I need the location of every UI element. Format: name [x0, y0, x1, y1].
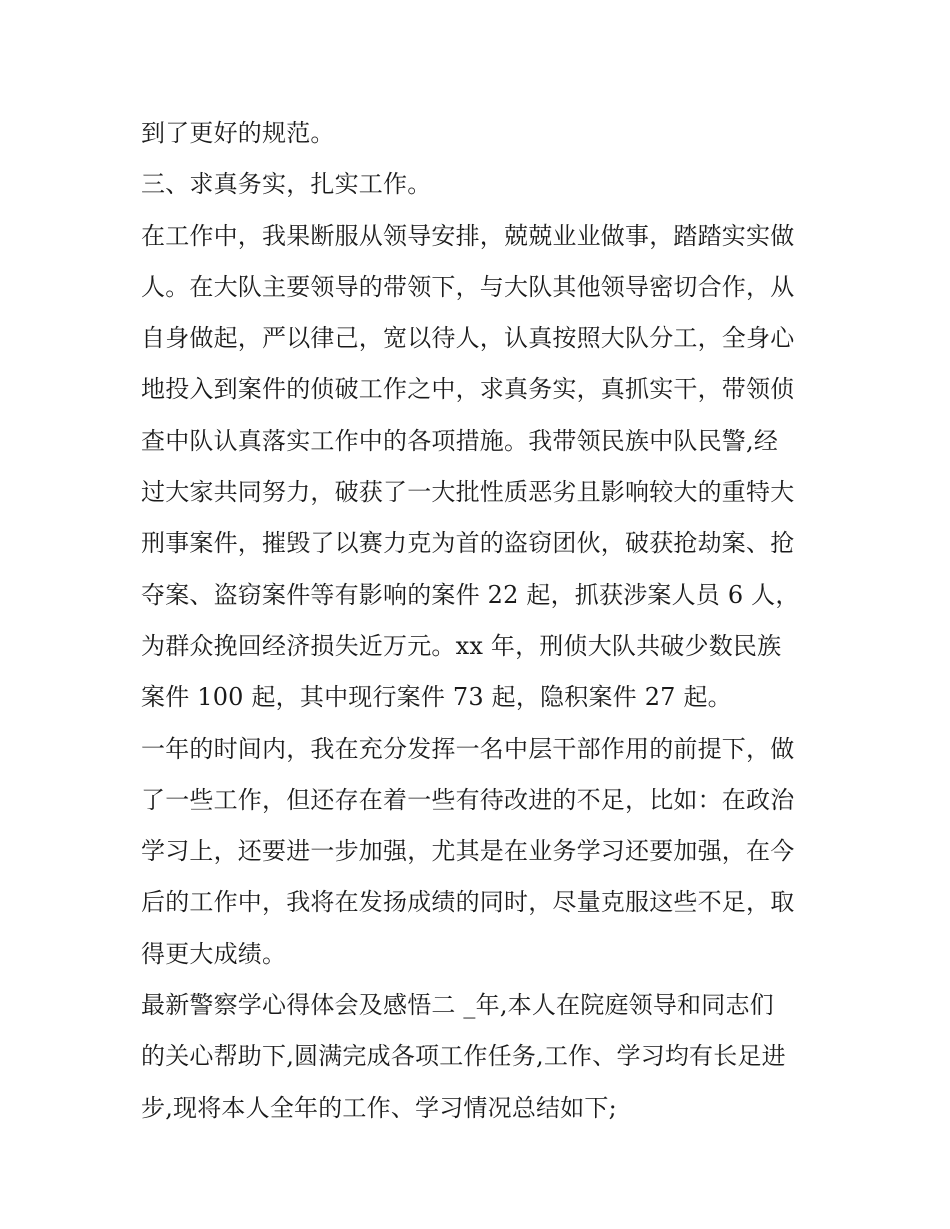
text-line: 步,现将本人全年的工作、学习情况总结如下;	[141, 1093, 617, 1122]
text-line: 查中队认真落实工作中的各项措施。我带领民族中队民警,经	[141, 426, 779, 455]
text-line: 刑事案件，摧毁了以赛力克为首的盗窃团伙，破获抢劫案、抢	[141, 529, 795, 558]
text-line: 到了更好的规范。	[141, 119, 335, 147]
text-line: 学习上，还要进一步加强，尤其是在业务学习还要加强，在今	[141, 837, 795, 866]
text-line: 了一些工作，但还存在着一些有待改进的不足，比如：在政治	[141, 785, 795, 814]
section-heading: 三、求真务实，扎实工作。	[141, 170, 432, 199]
text-line: 的关心帮助下,圆满完成各项工作任务,工作、学习均有长足进	[141, 1042, 786, 1071]
text-line: 后的工作中，我将在发扬成绩的同时，尽量克服这些不足，取	[141, 888, 795, 917]
text-line: 最新警察学心得体会及感悟二 _年,本人在院庭领导和同志们	[141, 991, 774, 1020]
text-line: 过大家共同努力，破获了一大批性质恶劣且影响较大的重特大	[141, 478, 795, 507]
text-line: 一年的时间内，我在充分发挥一名中层干部作用的前提下，做	[141, 734, 795, 763]
text-line: 人。在大队主要领导的带领下，与大队其他领导密切合作，从	[141, 272, 795, 301]
text-line: 地投入到案件的侦破工作之中，求真务实，真抓实干，带领侦	[141, 375, 795, 404]
text-line: 得更大成绩。	[141, 939, 287, 968]
text-line: 夺案、盗窃案件等有影响的案件 22 起，抓获涉案人员 6 人，	[141, 580, 800, 609]
document-body	[141, 108, 813, 1134]
text-line: 在工作中，我果断服从领导安排，兢兢业业做事，踏踏实实做	[141, 221, 795, 250]
text-line: 案件 100 起，其中现行案件 73 起，隐积案件 27 起。	[141, 683, 732, 712]
text-line: 自身做起，严以律己，宽以待人，认真按照大队分工，全身心	[141, 324, 795, 353]
text-line: 为群众挽回经济损失近万元。xx 年，刑侦大队共破少数民族	[141, 631, 782, 660]
